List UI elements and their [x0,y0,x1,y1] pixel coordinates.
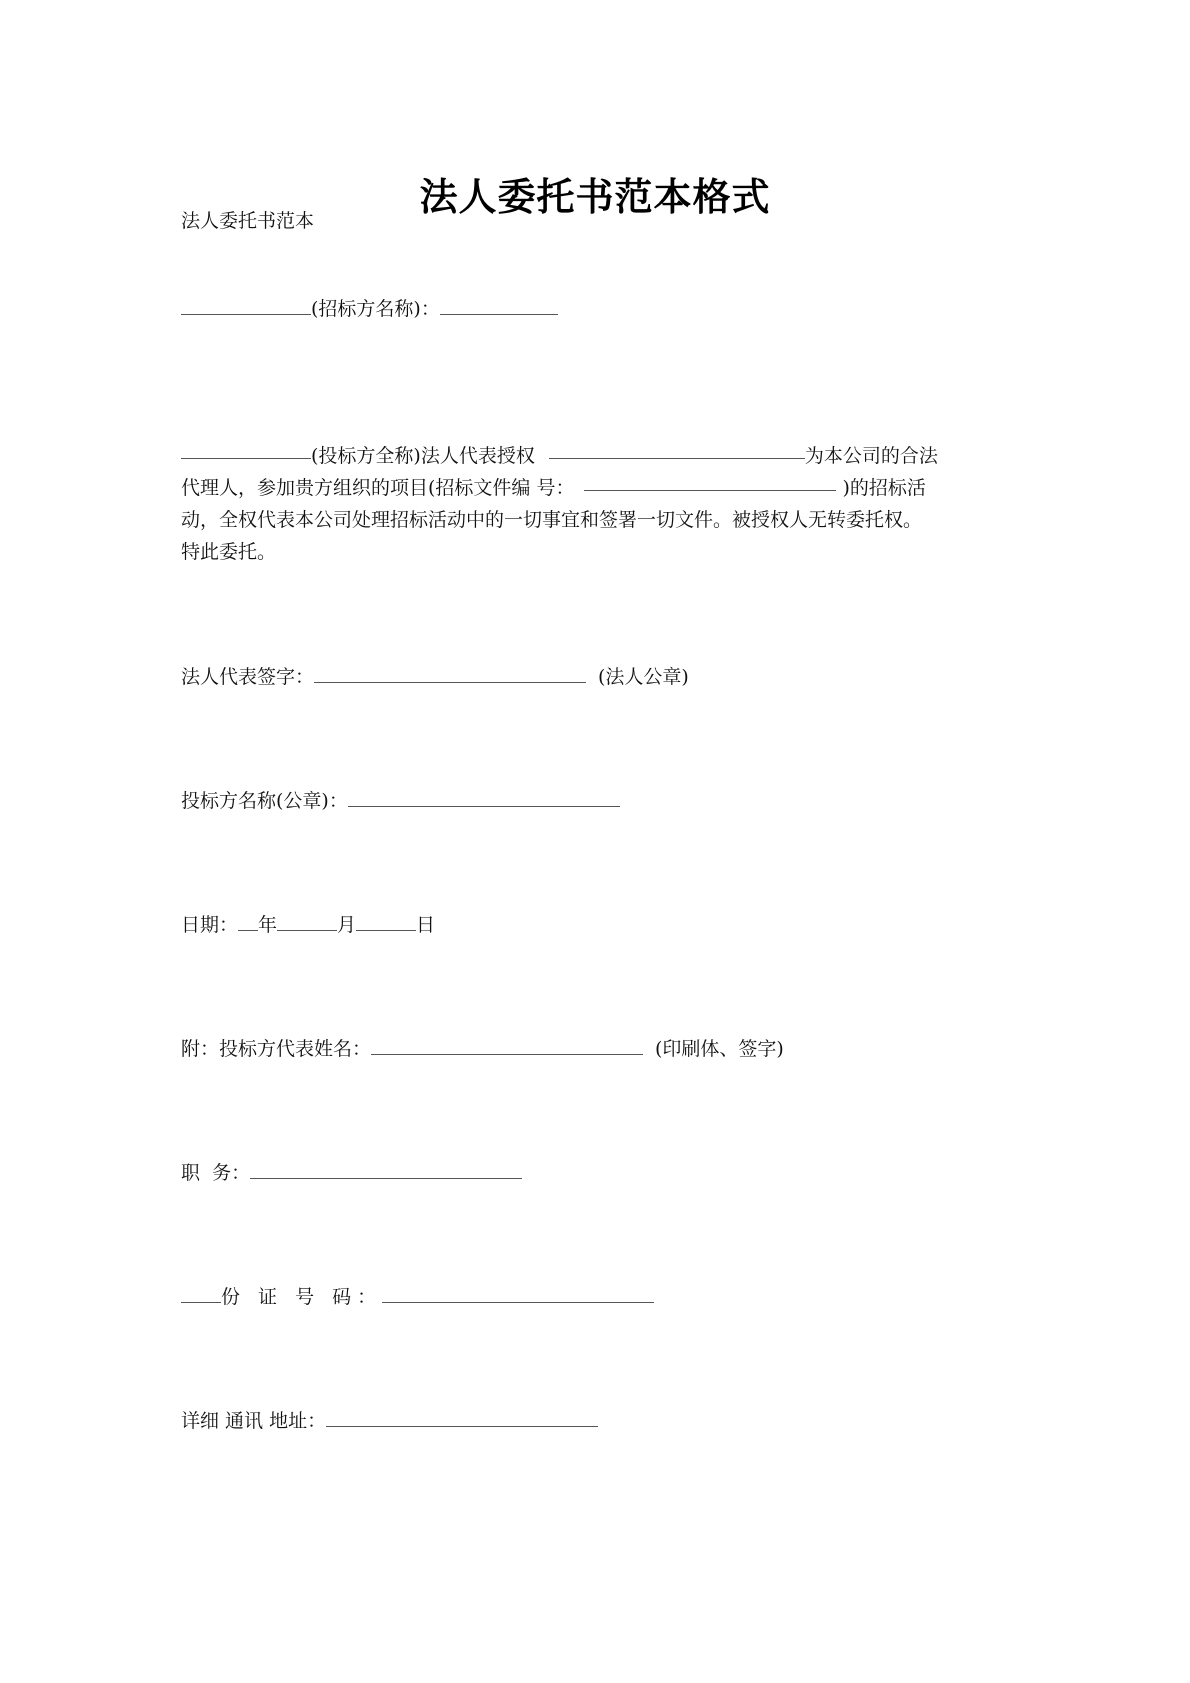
date-year-label: 年 [258,914,278,936]
bidder-name-line [181,788,620,814]
id-number-blank[interactable] [382,1284,654,1303]
bidder-name-blank[interactable] [348,788,620,807]
bidder-rep-name-label: 附：投标方代表姓名： [181,1038,372,1060]
authorization-text-2: 为本公司的合法 [804,445,938,467]
legal-rep-signature-blank[interactable] [314,664,586,683]
tenderer-blank-after[interactable] [440,296,558,315]
authorization-text-5: 动，全权代表本公司处理招标活动中的一切事宜和签署一切文件。被授权人无转委托权。 [181,509,923,531]
id-number-line [181,1284,654,1310]
position-line [181,1160,522,1186]
authorization-closing: 特此委托。 [181,541,277,563]
date-label: 日期： [181,914,239,936]
legal-seal-note: (法人公章) [598,666,689,688]
legal-rep-signature-label: 法人代表签字： [181,666,315,688]
date-month-label: 月 [337,914,357,936]
print-sign-note: (印刷体、签字) [655,1038,784,1060]
position-blank[interactable] [250,1160,522,1179]
position-label: 职 务： [181,1162,251,1184]
address-line [181,1408,598,1434]
date-day-blank[interactable] [356,912,416,931]
authorization-text-1: (投标方全称)法人代表授权 [311,445,535,467]
bidder-rep-name-line [181,1036,784,1062]
tenderer-blank-before[interactable] [181,296,311,315]
bidder-name-label: 投标方名称(公章)： [181,790,348,812]
tenderer-name-line [181,296,558,322]
address-label: 详细 通讯 地址： [181,1410,327,1432]
authorized-person-blank[interactable] [549,440,805,459]
bidder-rep-name-blank[interactable] [371,1036,643,1055]
date-line [181,912,435,938]
tender-document-number-blank[interactable] [584,472,836,491]
date-day-label: 日 [416,914,436,936]
authorization-paragraph [181,440,1021,568]
id-prefix-blank[interactable] [181,1284,221,1303]
date-year-blank[interactable] [238,912,258,931]
tenderer-label: (招标方名称)： [311,298,440,320]
address-blank[interactable] [326,1408,598,1427]
legal-rep-signature-line [181,664,689,690]
document-subtitle: 法人委托书范本 [181,210,315,232]
authorization-text-3: 代理人，参加贵方组织的项目(招标文件编 号： [181,477,575,499]
authorization-text-4: )的招标活 [842,477,926,499]
bidder-full-name-blank[interactable] [181,440,311,459]
id-number-label: 份 证 号 码： [221,1286,383,1308]
page-title: 法人委托书范本格式 [419,174,771,219]
date-month-blank[interactable] [277,912,337,931]
